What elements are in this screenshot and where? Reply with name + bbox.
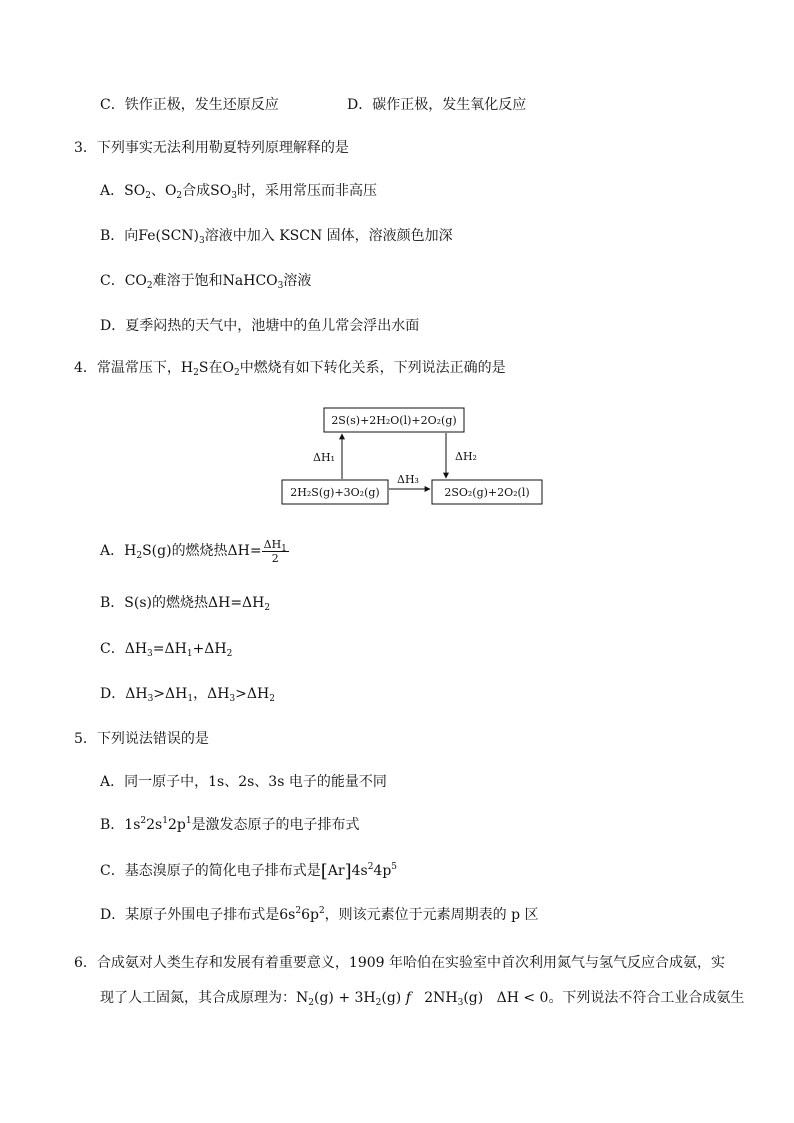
q6-line1: 6．合成氨对人类生存和发展有着重要意义，1909 年哈伯在实验室中首次利用氮气与氢气反应合成氨，实: [74, 955, 725, 971]
q4-option-d: D．$\Delta H_3>\Delta H_1$，$\Delta H_3>\Delta H_2$: [100, 686, 275, 704]
q4-stem: 4．常温常压下，$H_2S$在$O_2$中燃烧有如下转化关系，下列说法正确的是: [74, 360, 506, 378]
q4-option-a: A．$H_2S(g)$的燃烧热ΔH= $\frac{\Delta H_1}{2}$: [100, 537, 287, 565]
q3-option-b: B．向$Fe(SCN)_3$溶液中加入 KSCN 固体，溶液颜色加深: [100, 228, 453, 246]
dh1-label: ΔH₁: [313, 451, 335, 464]
enthalpy-cycle-diagram: [280, 405, 550, 510]
dh3-label: ΔH₃: [397, 473, 419, 486]
q3-option-a: A．$SO_2$、$O_2$合成$SO_3$时，采用常压而非高压: [100, 183, 377, 201]
q2-option-d: D．碳作正极，发生氧化反应: [347, 97, 527, 113]
q3-option-c: C．$CO_2$难溶于饱和NaHCO$_3$溶液: [100, 273, 312, 291]
q5-option-c: C．基态溴原子的简化电子排布式是$[Ar]4s^24p^5$: [100, 861, 398, 882]
right-box-label: 2SO₂(g)+2O₂(l): [444, 486, 530, 499]
q3-option-d: D．夏季闷热的天气中，池塘中的鱼儿常会浮出水面: [100, 318, 420, 334]
q5-stem: 5．下列说法错误的是: [74, 731, 209, 747]
q3-stem: 3．下列事实无法利用勒夏特列原理解释的是: [74, 140, 349, 156]
fraction-dh1-over-2: $\frac{\Delta H_1}{2}$: [263, 537, 287, 565]
left-box-label: 2H₂S(g)+3O₂(g): [290, 486, 380, 499]
q4-option-b: B．S(s)的燃烧热$\Delta H=\Delta H_2$: [100, 595, 271, 613]
q4-option-c: C．$\Delta H_3=\Delta H_1+\Delta H_2$: [100, 641, 233, 659]
q5-option-a: A．同一原子中，1s、2s、3s 电子的能量不同: [100, 774, 387, 790]
top-box-label: 2S(s)+2H₂O(l)+2O₂(g): [331, 414, 457, 427]
q6-line2: 现了人工固氮，其合成原理为：$N_2(g) + 3H_2(g)$ f $2NH_3(g) \Delta H < 0$。下列说法不符合工业合成氨生: [100, 990, 745, 1008]
dh2-label: ΔH₂: [455, 450, 477, 463]
q2-option-c: C．铁作正极，发生还原反应: [100, 97, 279, 113]
q5-option-b: B．$1s^22s^12p^1$是激发态原子的电子排布式: [100, 816, 360, 833]
q5-option-d: D．某原子外围电子排布式是$6s^26p^2$，则该元素位于元素周期表的 p 区: [100, 906, 539, 923]
